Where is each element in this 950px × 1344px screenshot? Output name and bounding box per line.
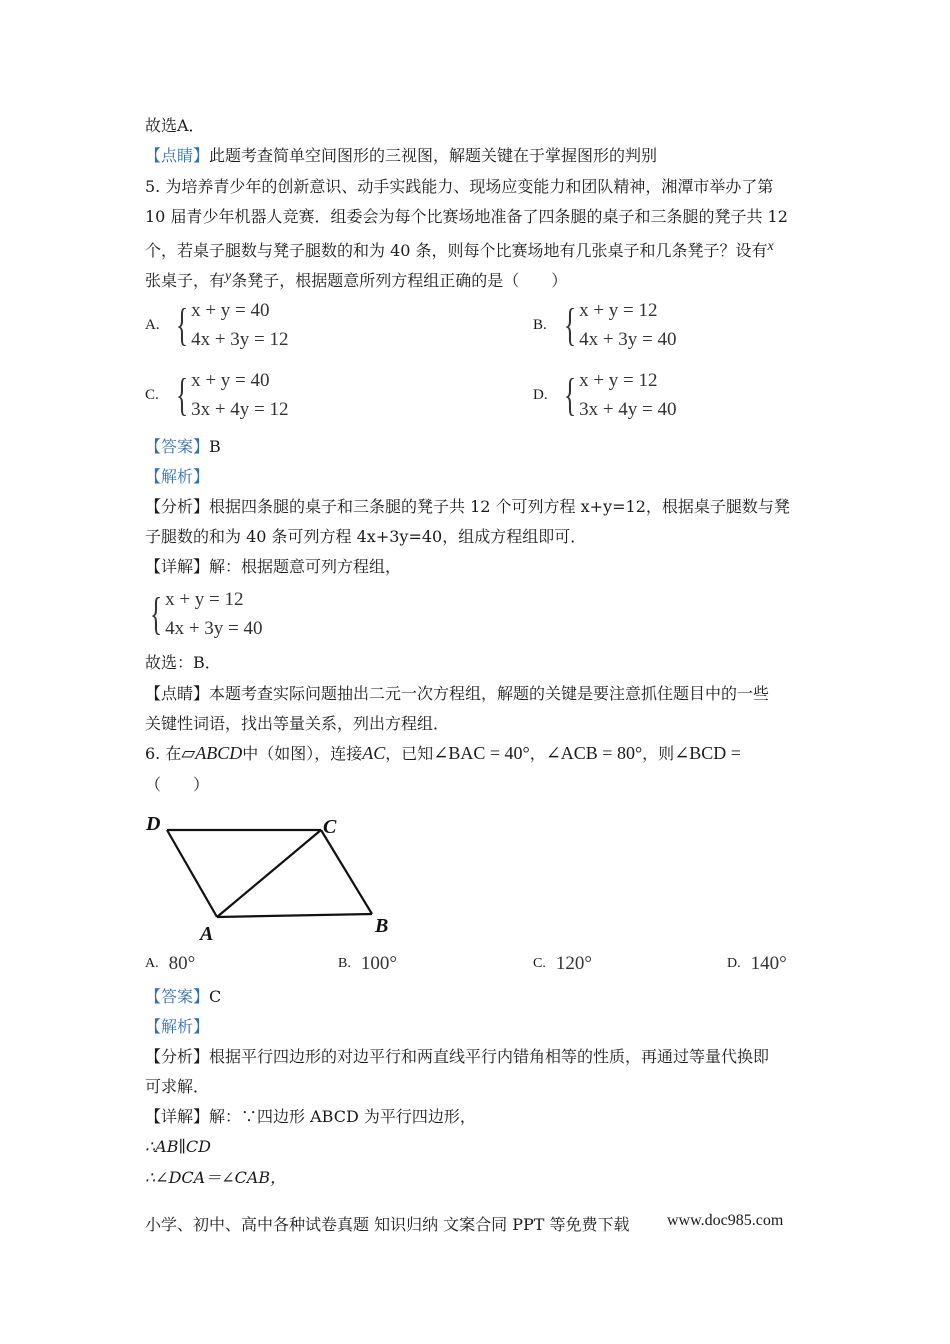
footer-url[interactable]: www.doc985.com xyxy=(667,1212,784,1229)
diagonal-ac xyxy=(217,830,321,917)
q6-xiangjie xyxy=(145,1106,476,1128)
q6-fenxi-1 xyxy=(145,1046,769,1068)
brace-icon: { xyxy=(563,369,577,420)
dianjing-tag: 【点睛】 xyxy=(145,684,210,703)
q6-jiexi: 【解析】 xyxy=(145,1017,210,1036)
footer-text: 小学、初中、高中各种试卷真题 知识归纳 文案合同 PPT 等免费下载 xyxy=(145,1215,630,1234)
side-da xyxy=(167,830,217,917)
q5-line-1: 5. 为培养青少年的创新意识、动手实践能力、现场应变能力和团队精神，湘潭市举办了第 xyxy=(145,177,774,196)
q5-xiangjie xyxy=(145,556,401,578)
option-label: D. xyxy=(533,386,548,403)
dianjing-text: 本题考查实际问题抽出二元一次方程组，解题的关键是要注意抓住题目中的一些 xyxy=(209,684,770,703)
equation: x + y = 12 xyxy=(165,589,244,610)
q5-line-4b: 条凳子，根据题意所列方程组正确的是（ ） xyxy=(231,271,568,290)
q5-line-4 xyxy=(145,266,567,292)
option-label: C. xyxy=(533,956,546,971)
var-y: y xyxy=(225,269,232,284)
vertex-d-label: D xyxy=(146,813,161,835)
q5-option-d xyxy=(533,366,677,424)
fenxi-text: 根据平行四边形的对边平行和两直线平行内错角相等的性质，再通过等量代换即 xyxy=(209,1047,770,1066)
q5-answer xyxy=(145,436,221,458)
brace-icon: { xyxy=(563,299,577,350)
answer-value: C xyxy=(209,987,222,1006)
q5-line-4a: 张桌子，有 xyxy=(145,271,226,290)
q5-line-3-text: 个，若桌子腿数与凳子腿数的和为 40 条，则每个比赛场地有几张桌子和几条凳子？设有 xyxy=(145,241,768,260)
equation: x + y = 40 xyxy=(191,370,270,391)
brace-icon: { xyxy=(175,369,189,420)
equation: 3x + 4y = 12 xyxy=(191,399,289,420)
fenxi-tag: 【分析】 xyxy=(145,1047,210,1066)
q6-option-d xyxy=(727,953,787,975)
page-footer xyxy=(145,1212,784,1235)
q5-dianjing-1 xyxy=(145,683,769,705)
var-x: x xyxy=(767,239,774,254)
q5-guxuan: 故选：B． xyxy=(145,653,221,672)
answer-tag: 【答案】 xyxy=(145,437,210,456)
side-cb xyxy=(321,830,372,914)
option-value: 80° xyxy=(168,953,196,974)
q6-text: 中（如图），连接 xyxy=(242,744,363,763)
vertex-a-label: A xyxy=(200,923,214,943)
option-label: B. xyxy=(533,316,547,333)
angle-bac: ∠BAC = 40° xyxy=(433,743,530,763)
q6-answer xyxy=(145,986,221,1008)
option-value: 140° xyxy=(750,953,787,974)
q5-fenxi-2: 子腿数的和为 40 条可列方程 4x+3y=40，组成方程组即可． xyxy=(145,527,587,546)
option-label: C. xyxy=(145,386,159,403)
option-label: A. xyxy=(145,956,159,971)
equation: 4x + 3y = 40 xyxy=(579,329,677,350)
brace-icon: { xyxy=(175,299,189,350)
side-ab xyxy=(217,914,372,917)
option-label: D. xyxy=(727,956,741,971)
q5-fenxi-1 xyxy=(145,496,790,518)
q6-text: ， xyxy=(529,744,546,763)
q6-prefix: 6. 在 xyxy=(145,744,182,763)
q6-text: ，则 xyxy=(642,744,675,763)
xiangjie-tag: 【详解】 xyxy=(145,557,210,576)
angle-acb: ∠ACB = 80° xyxy=(545,743,643,763)
option-value: 120° xyxy=(555,953,592,974)
q6-option-c xyxy=(533,953,592,975)
brace-icon: { xyxy=(149,588,163,639)
option-label: A. xyxy=(145,316,160,333)
equation: 3x + 4y = 40 xyxy=(579,399,677,420)
q5-option-a xyxy=(145,296,289,354)
q5-option-c xyxy=(145,366,289,424)
q6-step-1: ∴AB∥CD xyxy=(145,1137,211,1156)
q5-jiexi: 【解析】 xyxy=(145,467,210,486)
q5-equation-system xyxy=(145,585,263,643)
q5-option-b xyxy=(533,296,677,354)
dianjing-tag: 【点睛】 xyxy=(145,146,210,165)
vertex-c-label: C xyxy=(323,816,337,838)
q6-stem xyxy=(145,742,741,765)
equation: x + y = 12 xyxy=(579,370,658,391)
q5-line-2: 10 届青少年机器人竞赛．组委会为每个比赛场地准备了四条腿的桌子和三条腿的凳子共 12 xyxy=(145,207,788,226)
q6-paren: （ ） xyxy=(145,775,210,794)
q6-step-2: ∴∠DCA＝∠CAB， xyxy=(145,1168,287,1187)
vertex-b-label: B xyxy=(375,915,389,937)
dianjing-line xyxy=(145,145,657,167)
xiangjie-text: 解：∵四边形 ABCD 为平行四边形， xyxy=(209,1107,476,1126)
q6-option-a xyxy=(145,953,195,975)
equation: 4x + 3y = 40 xyxy=(165,618,263,639)
xiangjie-text: 解：根据题意可列方程组， xyxy=(209,557,402,576)
q6-fenxi-2: 可求解． xyxy=(145,1077,210,1096)
q5-dianjing-2: 关键性词语，找出等量关系，列出方程组． xyxy=(145,714,450,733)
angle-bcd: ∠BCD = xyxy=(674,743,741,763)
answer-value: B xyxy=(209,437,221,456)
equation: x + y = 12 xyxy=(579,300,658,321)
q6-option-b xyxy=(338,953,397,975)
q5-line-3 xyxy=(145,236,774,262)
option-value: 100° xyxy=(360,953,397,974)
dianjing-text: 此题考查简单空间图形的三视图，解题关键在于掌握图形的判别 xyxy=(209,146,658,165)
fenxi-tag: 【分析】 xyxy=(145,497,210,516)
equation: x + y = 40 xyxy=(191,300,270,321)
option-label: B. xyxy=(338,956,351,971)
fenxi-text: 根据四条腿的桌子和三条腿的凳子共 12 个可列方程 x+y=12，根据桌子腿数与凳 xyxy=(209,497,790,516)
segment-ac: AC xyxy=(362,743,386,763)
xiangjie-tag: 【详解】 xyxy=(145,1107,210,1126)
parallelogram-label: ▱ABCD xyxy=(181,743,243,763)
parallelogram-figure xyxy=(140,808,400,943)
text-line: 故选A． xyxy=(145,116,205,135)
answer-tag: 【答案】 xyxy=(145,987,210,1006)
q6-text: ，已知 xyxy=(385,744,434,763)
equation: 4x + 3y = 12 xyxy=(191,329,289,350)
